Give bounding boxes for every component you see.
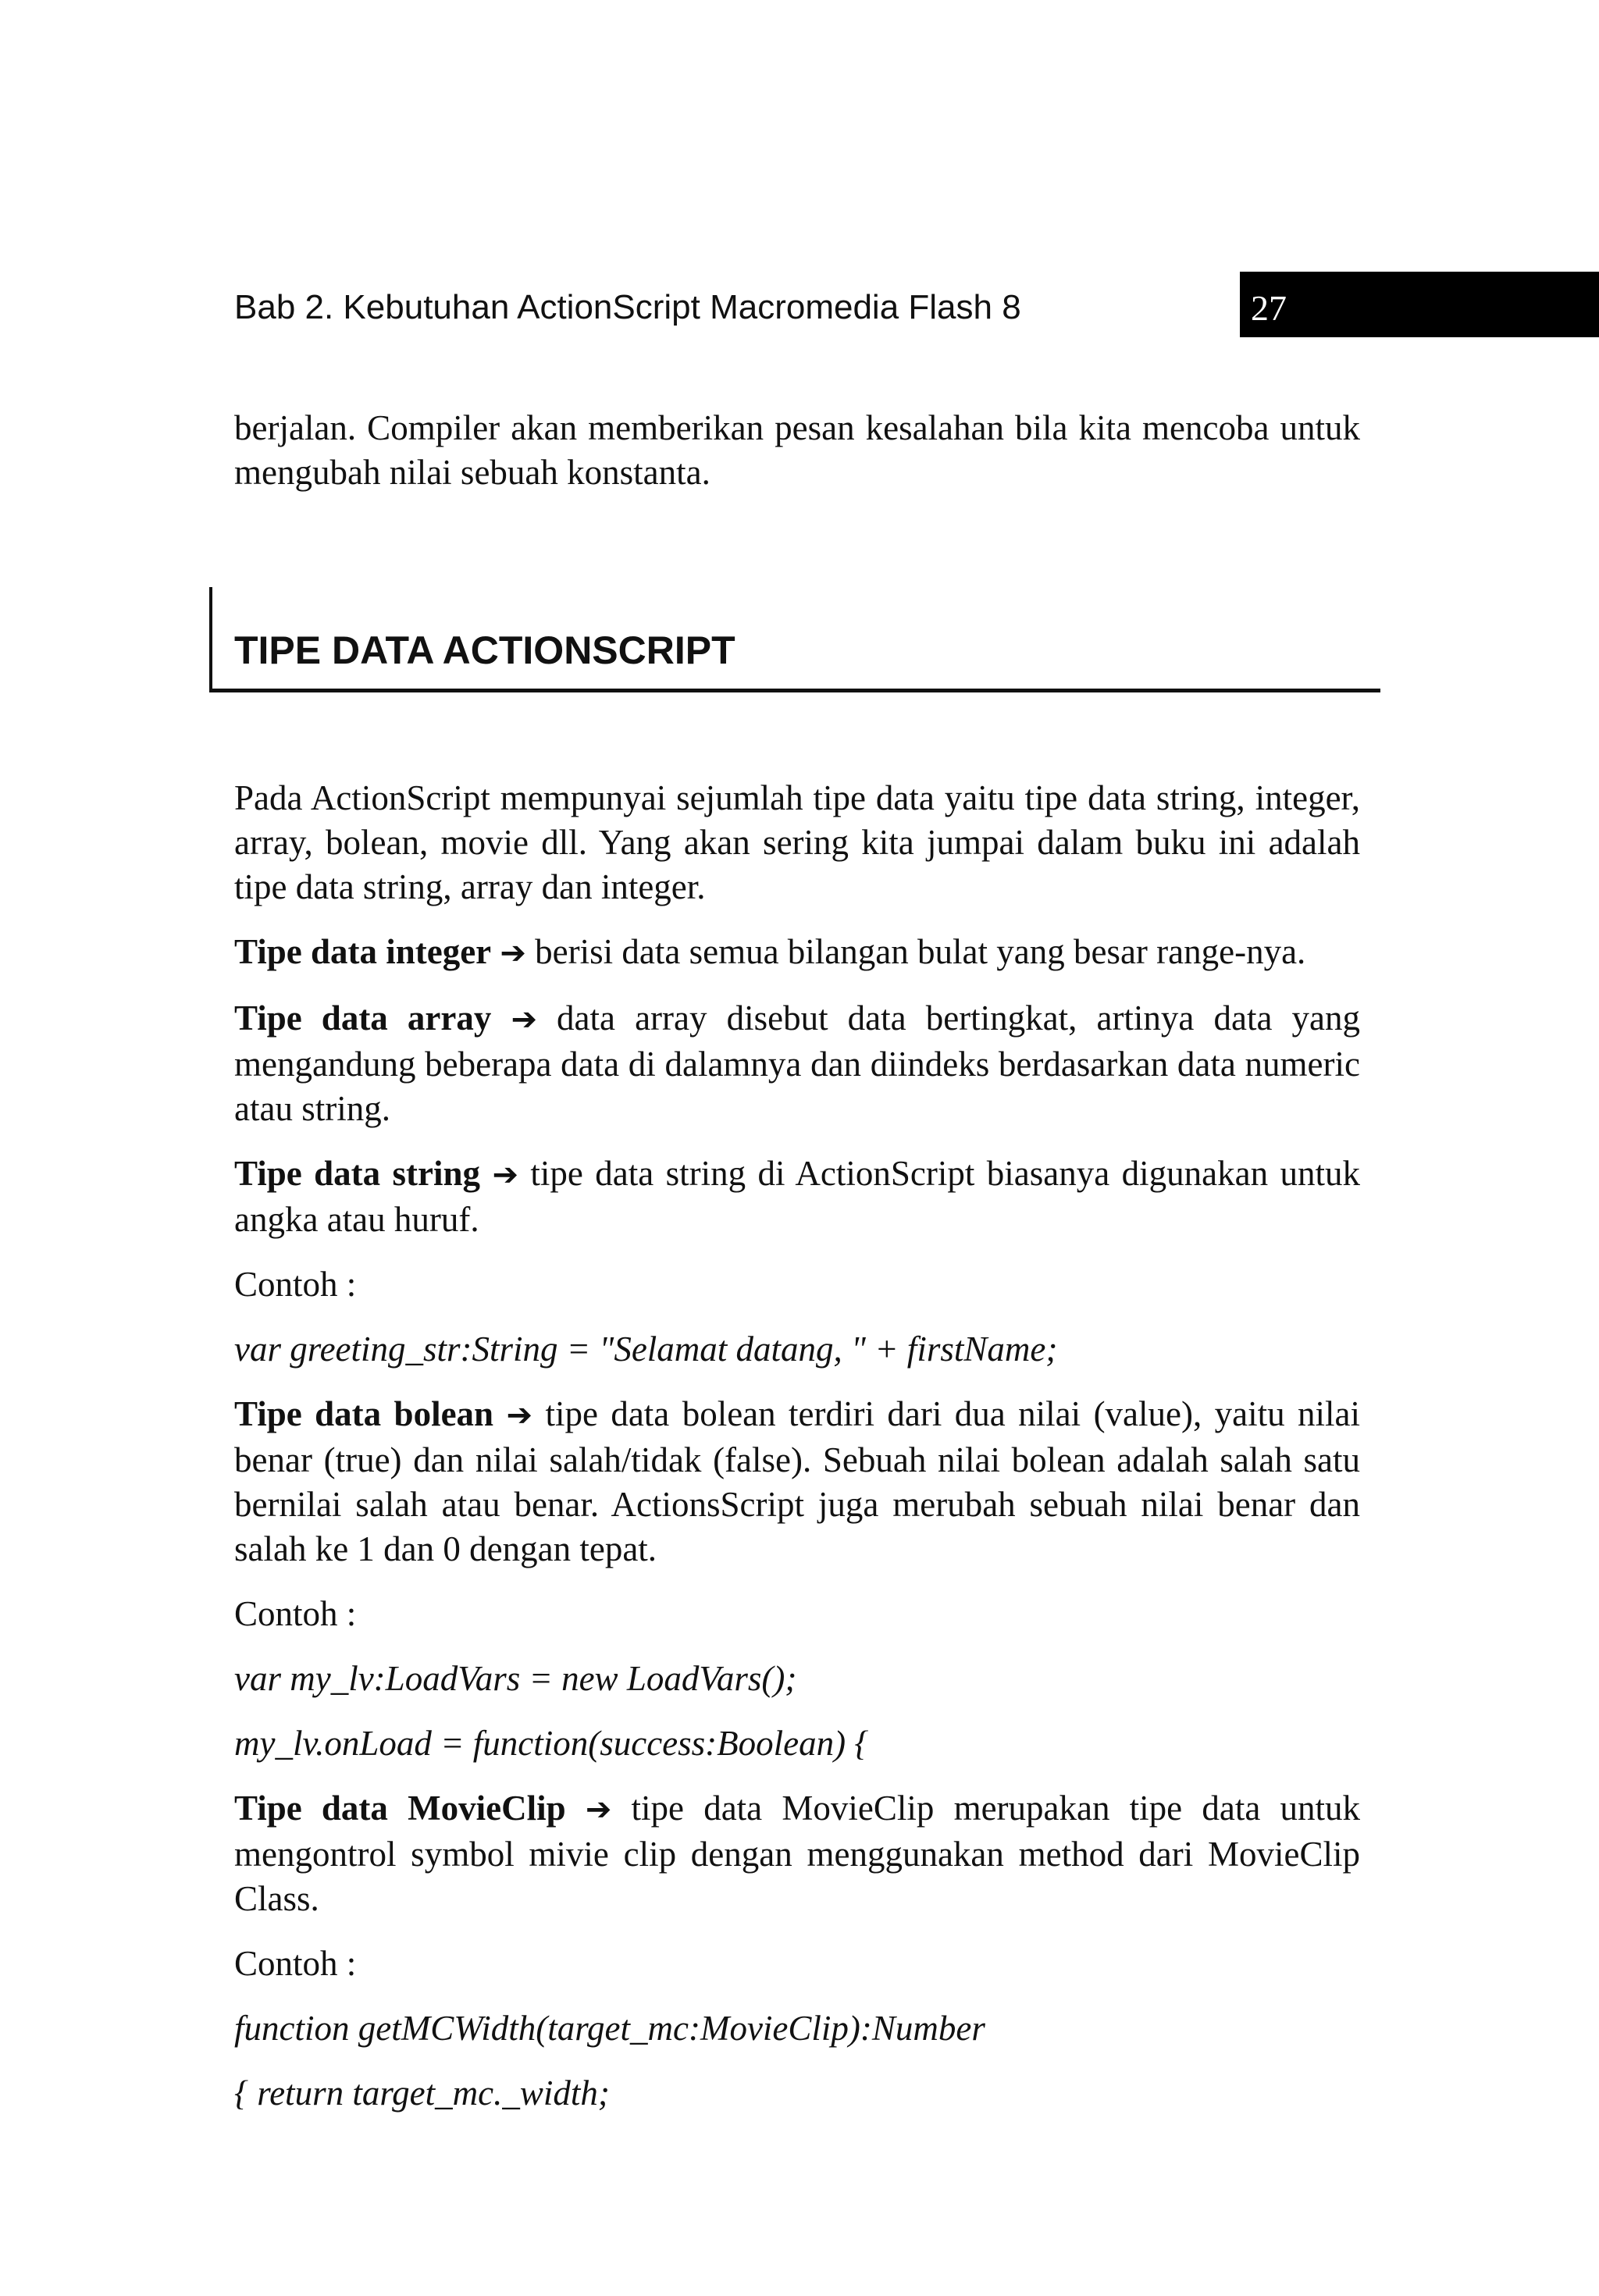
code-line: var greeting_str:String = "Selamat datang, " + firstName;	[234, 1330, 1058, 1369]
text-array: data array disebut data bertingkat, artinya data yang mengandung beberapa data di dalamnya dan diindeks berdasarkan data numeric atau string.	[234, 998, 1361, 1128]
page-number-tab	[1240, 272, 1599, 337]
paragraph-bolean	[234, 1392, 1360, 1572]
term-integer: Tipe data integer	[234, 932, 492, 971]
example-label: Contoh :	[234, 1265, 357, 1304]
arrow-icon: ➔	[492, 1157, 518, 1193]
code-line: function getMCWidth(target_mc:MovieClip):Number	[234, 2009, 985, 2048]
chapter-header: Bab 2. Kebutuhan ActionScript Macromedia Flash 8	[234, 288, 1021, 326]
paragraph-movieclip	[234, 1786, 1360, 1921]
body-content	[234, 776, 1360, 2116]
term-movieclip: Tipe data MovieClip	[234, 1789, 566, 1828]
code-line: { return target_mc._width;	[234, 2074, 610, 2113]
intro-paragraph: berjalan. Compiler akan memberikan pesan kesalahan bila kita mencoba untuk mengubah nilai sebuah konstanta.	[234, 408, 1360, 492]
intro-block	[234, 406, 1360, 495]
example-label: Contoh :	[234, 1944, 357, 1983]
arrow-icon: ➔	[500, 935, 526, 971]
example-label: Contoh :	[234, 1594, 357, 1633]
arrow-icon: ➔	[585, 1792, 612, 1828]
paragraph-array	[234, 996, 1360, 1131]
arrow-icon: ➔	[506, 1397, 533, 1433]
section-heading-box	[209, 587, 1380, 692]
text-string: tipe data string di ActionScript biasanya digunakan untuk angka atau huruf.	[234, 1154, 1360, 1239]
paragraph-string	[234, 1152, 1360, 1242]
code-line: var my_lv:LoadVars = new LoadVars();	[234, 1659, 797, 1698]
text-movieclip: tipe data MovieClip merupakan tipe data untuk mengontrol symbol mivie clip dengan menggunakan method dari MovieClip Class.	[234, 1789, 1361, 1918]
page-number: 27	[1251, 288, 1287, 328]
term-bolean: Tipe data bolean	[234, 1394, 494, 1433]
text-integer: berisi data semua bilangan bulat yang besar range-nya.	[535, 932, 1306, 971]
arrow-icon: ➔	[511, 1002, 537, 1038]
code-line: my_lv.onLoad = function(success:Boolean) {	[234, 1724, 869, 1763]
term-string: Tipe data string	[234, 1154, 481, 1193]
section-title: TIPE DATA ACTIONSCRIPT	[234, 628, 735, 672]
text-bolean: tipe data bolean terdiri dari dua nilai (value), yaitu nilai benar (true) dan nilai salah/tidak (false). Sebuah nilai bolean adalah salah satu bernilai salah atau benar. ActionsScript juga merubah sebuah nilai benar dan salah ke 1 dan 0 dengan tepat.	[234, 1394, 1361, 1568]
paragraph-integer	[234, 930, 1360, 976]
term-array: Tipe data array	[234, 998, 492, 1038]
paragraph-intro-types: Pada ActionScript mempunyai sejumlah tipe data yaitu tipe data string, integer, array, bolean, movie dll. Yang akan sering kita jumpai dalam buku ini adalah tipe data string, array dan integer.	[234, 778, 1360, 906]
